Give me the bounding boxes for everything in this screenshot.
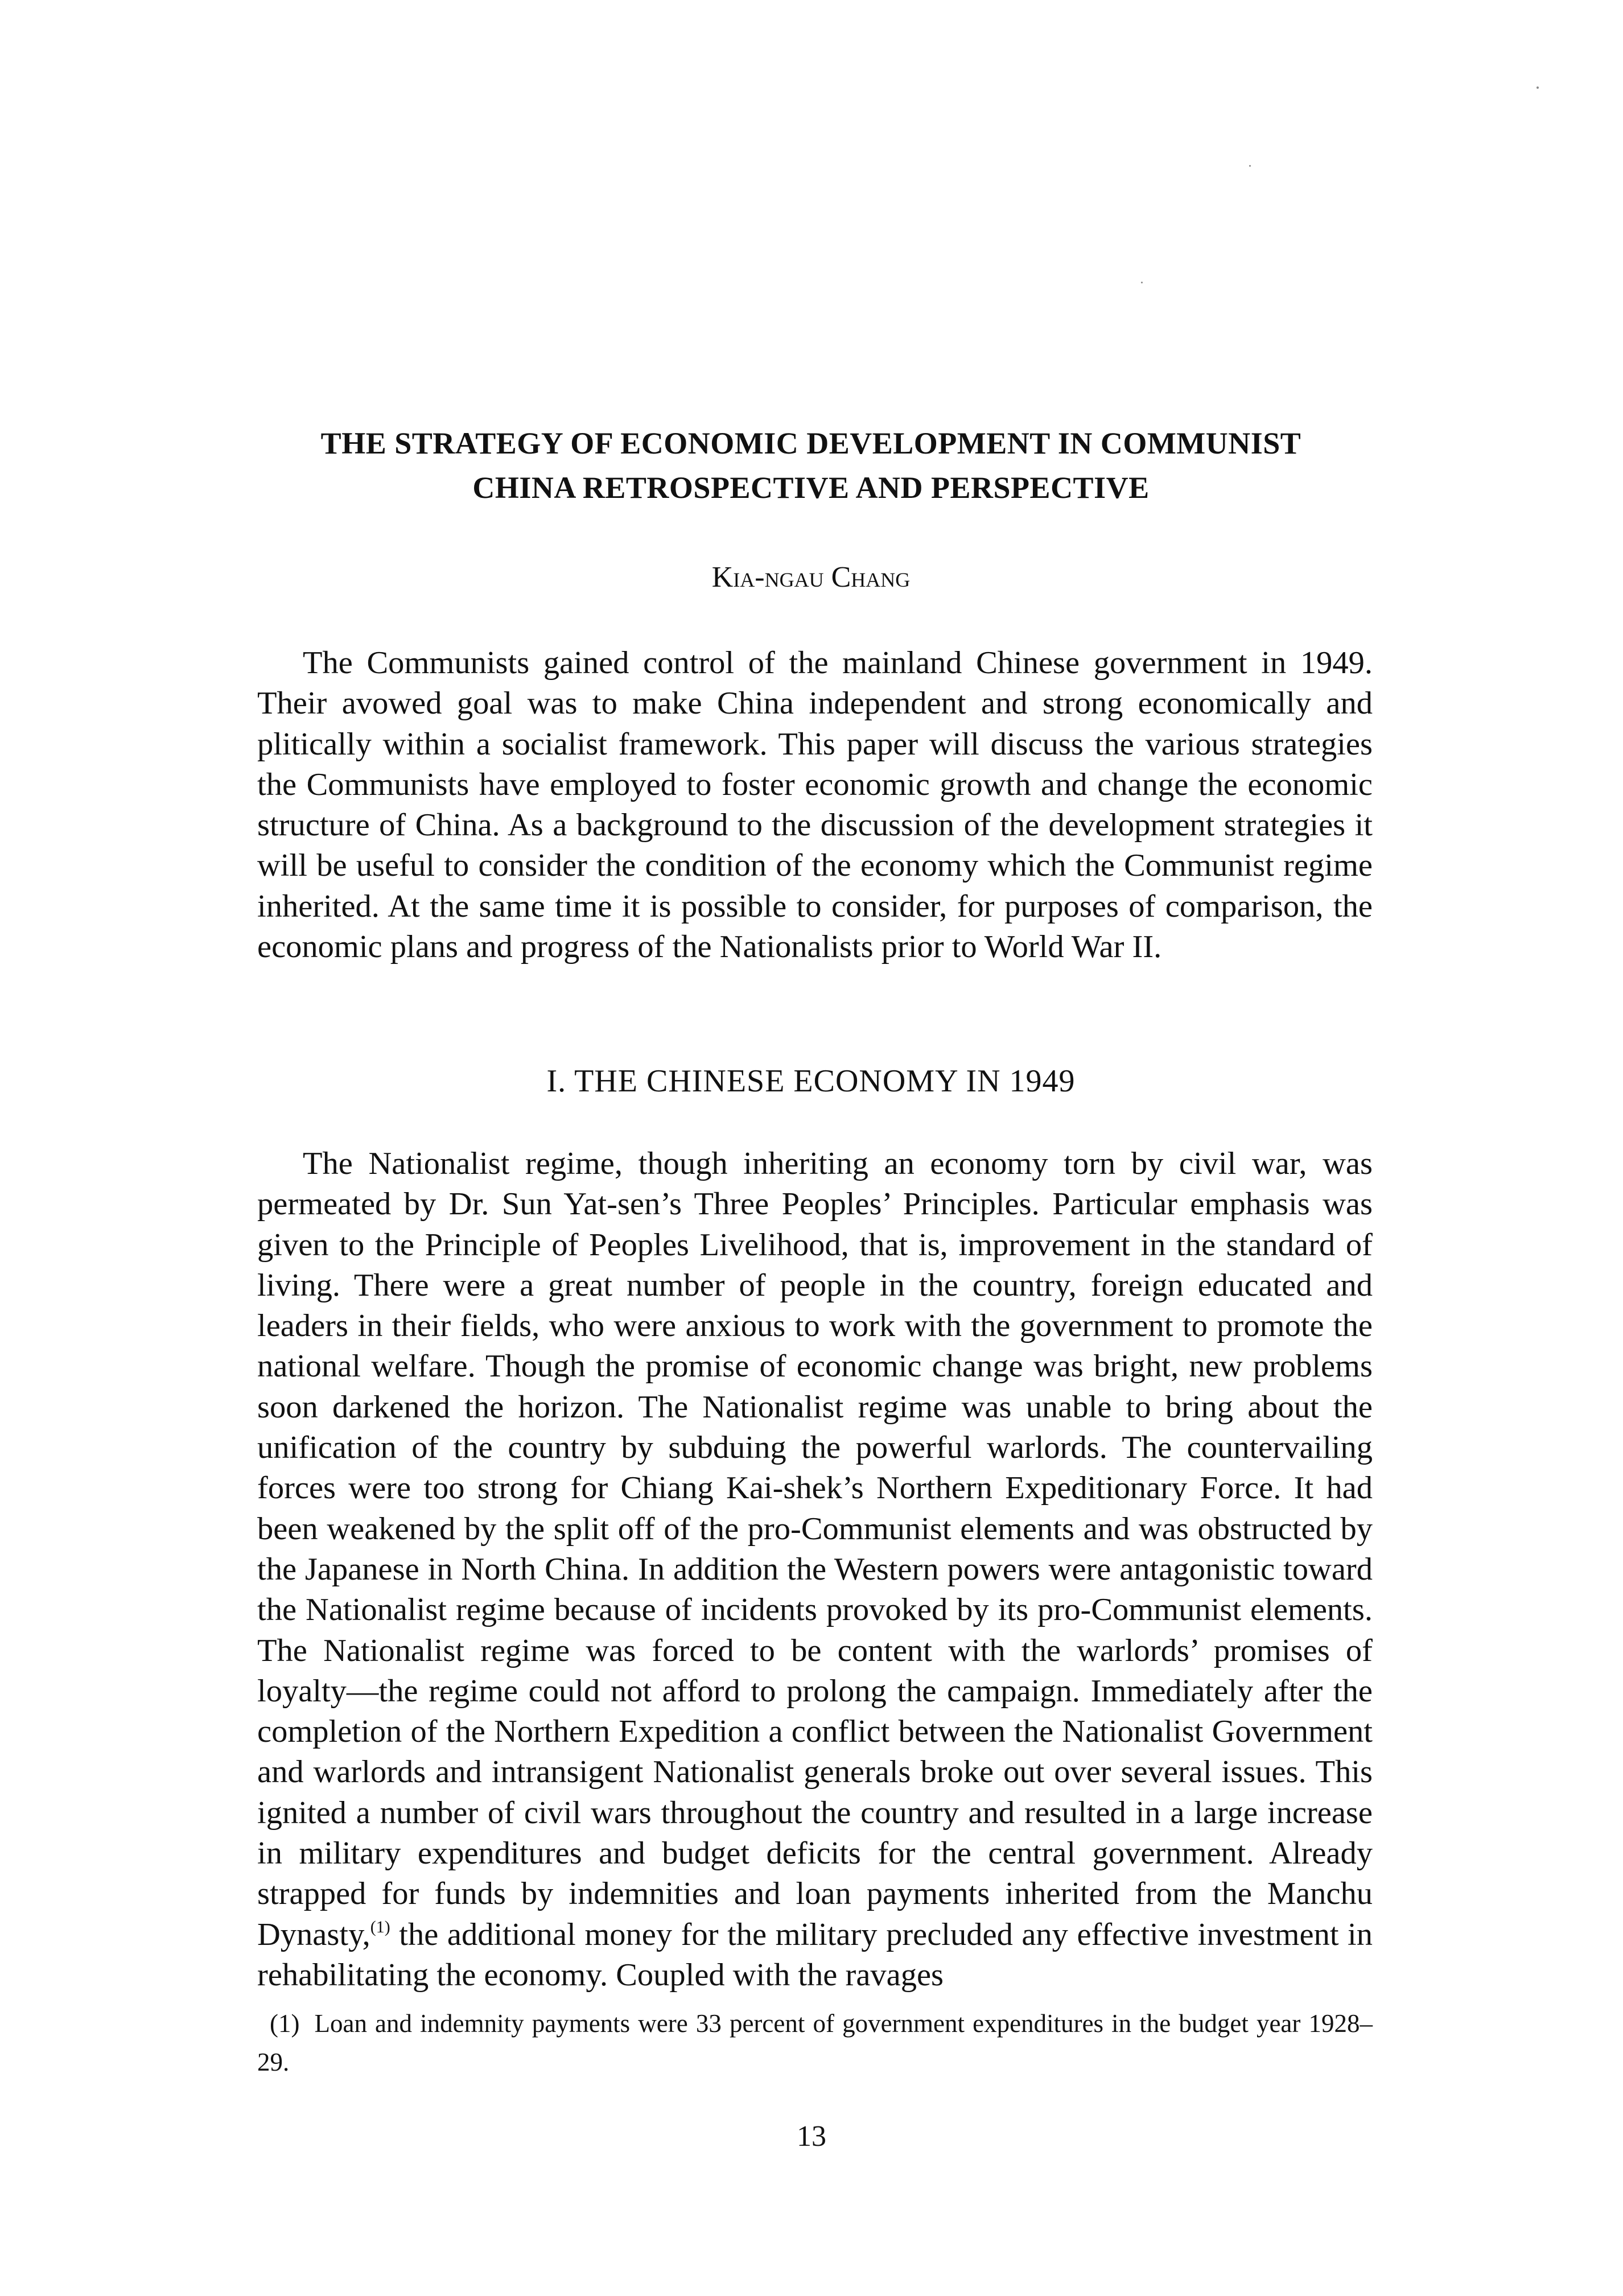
page-number: 13 (797, 2120, 826, 2153)
section-body (257, 1144, 1373, 1996)
paper-title-line: CHINA RETROSPECTIVE AND PERSPECTIVE (472, 471, 1150, 505)
section-paragraph (257, 1144, 1373, 1996)
footnote (257, 2004, 1373, 2081)
footnote-text: Loan and indemnity payments were 33 percent of government expenditures in the budget year 1928–29. (257, 2009, 1373, 2076)
footnote-marker: (1) (270, 2009, 300, 2038)
paper-title (216, 421, 1406, 510)
footnote-reference[interactable]: (1) (370, 1917, 390, 1936)
section-heading: I. THE CHINESE ECONOMY IN 1949 (546, 1064, 1076, 1099)
paper-title-line: THE STRATEGY OF ECONOMIC DEVELOPMENT IN COMMUNIST (320, 426, 1301, 460)
scan-speck (1249, 165, 1251, 167)
section-paragraph-text: The Nationalist regime, though inheriting an economy torn by civil war, was permeated by Dr. Sun Yat-sen’s Three Peoples’ Principles. Particular emphasis was given to the Principle of Peoples Livelihood, that is, improvement in the standard of living. There were a great number of people in the country, foreign educated and leaders in their fields, who were anxious to work with the government to promote the national welfare. Though the promise of economic change was bright, new problems soon darkened the horizon. The Nationalist regime was unable to bring about the unification of the country by subduing the powerful warlords. The countervailing forces were too strong for Chiang Kai-shek’s Northern Expeditionary Force. It had been weakened by the split off of the pro-Communist elements and was obstructed by the Japanese in North China. In addition the Western powers were antagonistic toward the Nationalist regime because of incidents provoked by its pro-Communist elements. The Nationalist regime was forced to be content with the warlords’ promises of loyalty—the regime could not afford to prolong the campaign. Immediately after the completion of the Northern Expedition a conflict between the Nationalist Government and warlords and intransigent Nationalist generals broke out over several issues. This ignited a number of civil wars throughout the country and resulted in a large increase in military expenditures and budget deficits for the central government. Already strapped for funds by indemnities and loan payments inherited from the Manchu Dynasty, (257, 1146, 1373, 1952)
intro-paragraph: The Communists gained control of the mainland Chinese government in 1949. Their avowed goal was to make China independent and strong economically and plitically within a socialist framework. This paper will discuss the various strategies the Communists have employed to foster economic growth and change the economic structure of China. As a background to the discussion of the development strategies it will be useful to consider the condition of the economy which the Communist regime inherited. At the same time it is possible to consider, for purposes of comparison, the economic plans and progress of the Nationalists prior to World War II. (257, 645, 1373, 965)
intro-section (257, 643, 1373, 967)
section-paragraph-text-continued: the additional money for the military precluded any effective investment in rehabilitating the economy. Coupled with the ravages (257, 1916, 1373, 1993)
scan-speck (1141, 282, 1143, 283)
scan-speck (1537, 86, 1539, 89)
author-name: Kia-ngau Chang (711, 561, 911, 593)
